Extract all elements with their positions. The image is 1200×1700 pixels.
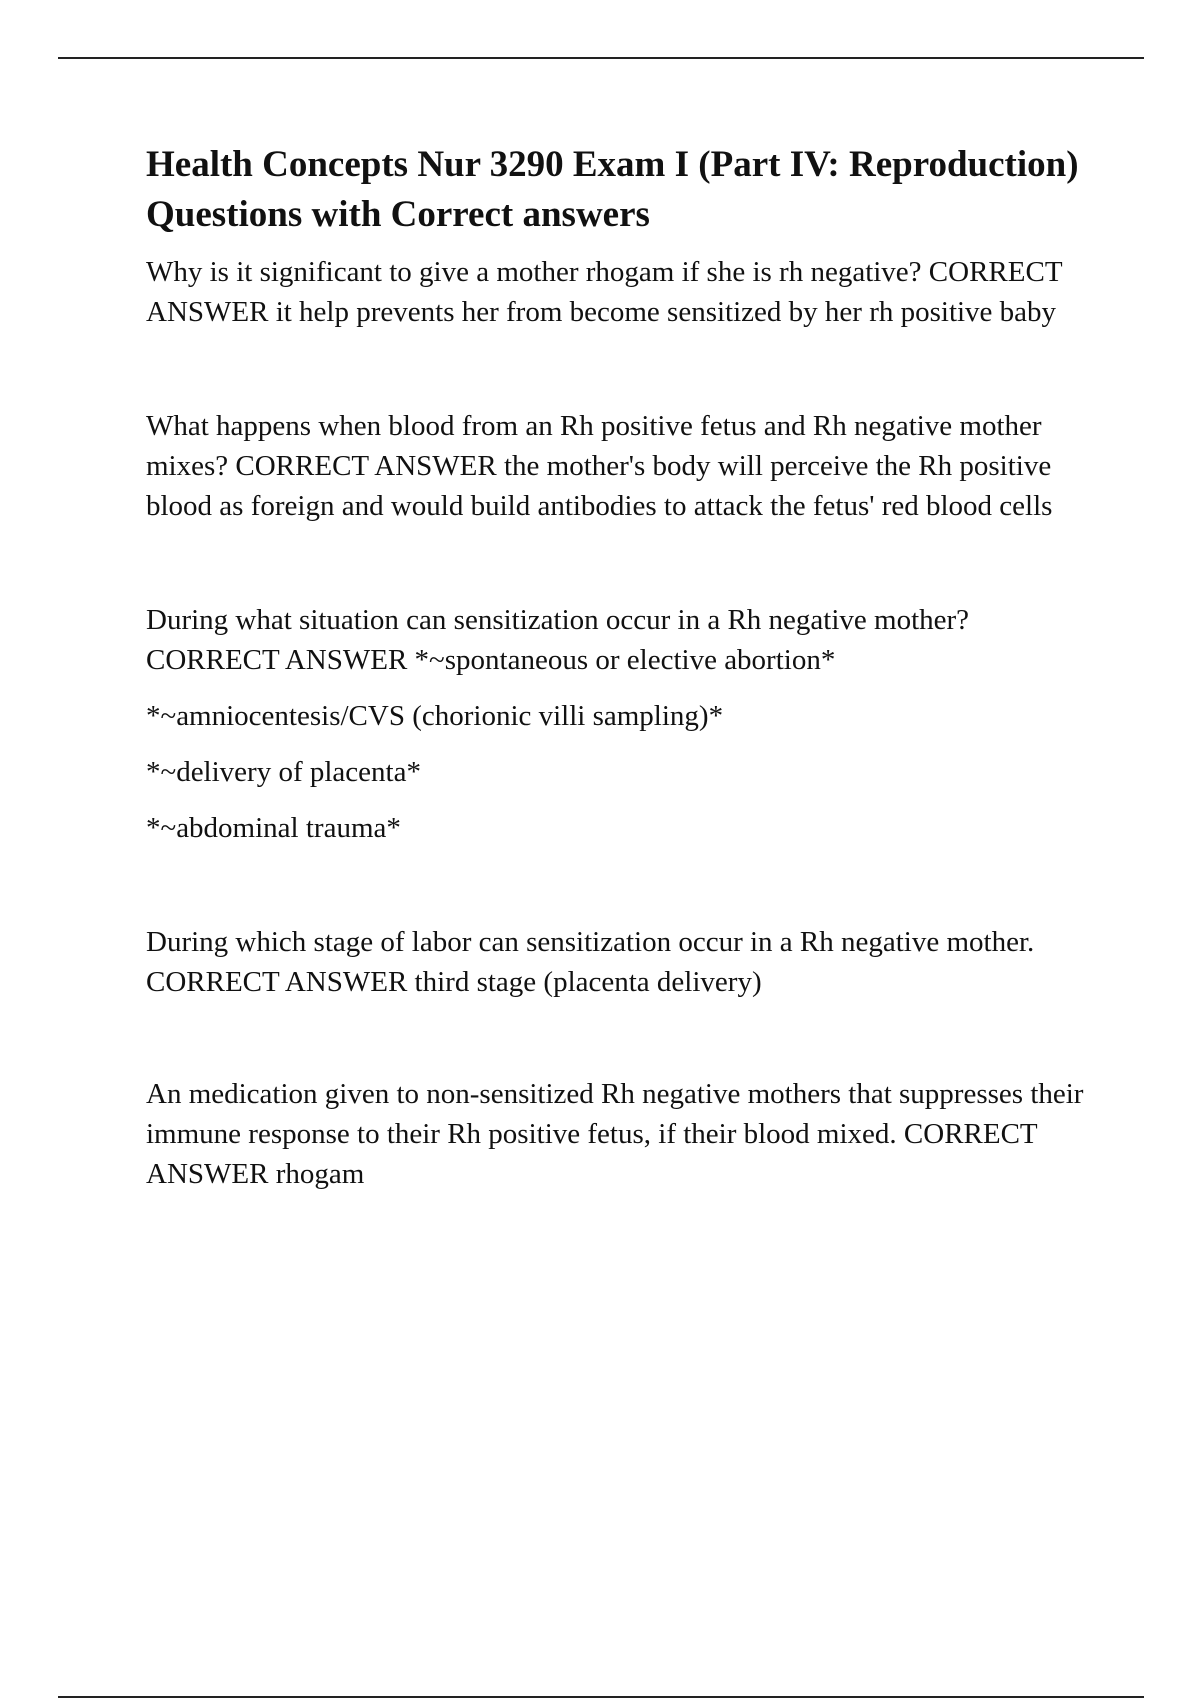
qa-item-1: Why is it significant to give a mother rhogam if she is rh negative? CORRECT ANSWER it help prevents her from become sensitized by her rh positive baby bbox=[146, 256, 1063, 328]
qa-item-3: During what situation can sensitization occur in a Rh negative mother? CORRECT ANSWER *~spontaneous or elective abortion* bbox=[146, 604, 970, 676]
document-body bbox=[146, 140, 1106, 1194]
qa-item-5: An medication given to non-sensitized Rh negative mothers that suppresses their immune response to their Rh positive fetus, if their blood mixed. CORRECT ANSWER rhogam bbox=[146, 1078, 1084, 1190]
qa-item-3-list-line-2: *~delivery of placenta* bbox=[146, 756, 421, 788]
qa-item-4: During which stage of labor can sensitization occur in a Rh negative mother. CORRECT ANSWER third stage (placenta delivery) bbox=[146, 926, 1035, 998]
qa-item-3-list-line-3: *~abdominal trauma* bbox=[146, 812, 401, 844]
qa-item-3-list-line-1: *~amniocentesis/CVS (chorionic villi sampling)* bbox=[146, 700, 724, 732]
document-title: Health Concepts Nur 3290 Exam I (Part IV: Reproduction) Questions with Correct answers bbox=[146, 144, 1079, 235]
qa-item-2: What happens when blood from an Rh positive fetus and Rh negative mother mixes? CORRECT ANSWER the mother's body will perceive the Rh positive blood as foreign and would build antibodies to attack the fetus' red blood cells bbox=[146, 410, 1053, 522]
top-divider bbox=[58, 57, 1144, 59]
bottom-divider bbox=[58, 1696, 1144, 1698]
